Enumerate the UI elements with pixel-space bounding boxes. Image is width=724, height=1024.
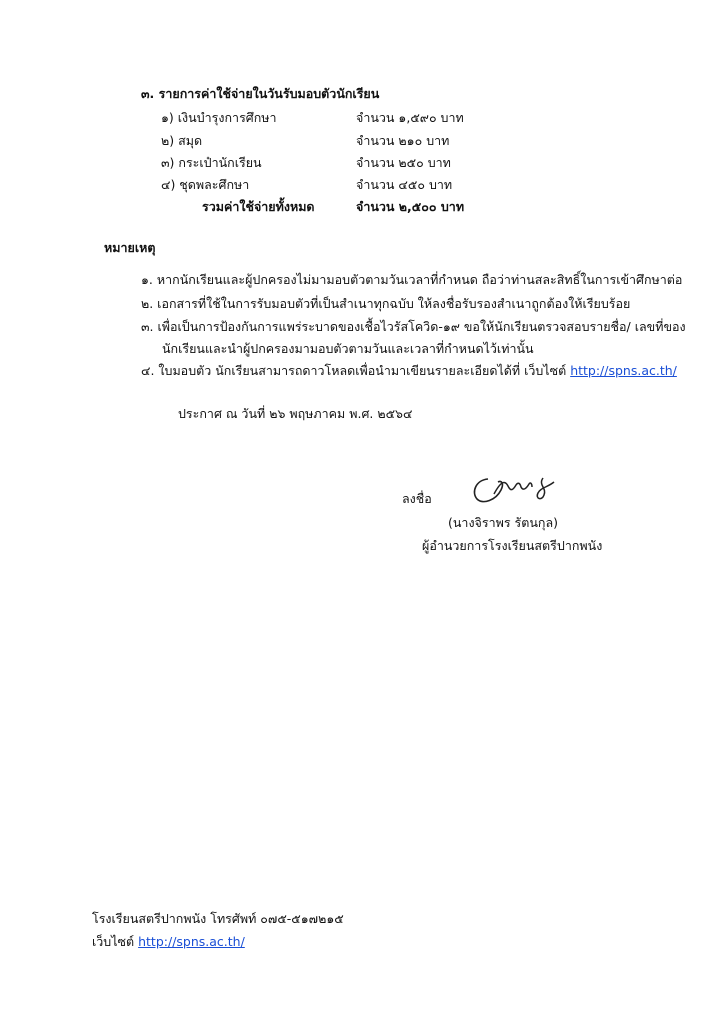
signer-name: (นางจิราพร รัตนกุล) xyxy=(448,515,559,530)
total-label: รวมค่าใช้จ่ายทั้งหมด xyxy=(202,199,315,214)
expense-label: ๑) เงินบำรุงการศึกษา xyxy=(161,110,277,125)
note-item: ๓. เพื่อเป็นการป้องกันการแพร่ระบาดของเชื้อไวรัสโควิด-๑๙ ขอให้นักเรียนตรวจสอบรายชื่อ/ เลขที่ของ xyxy=(141,319,686,334)
note-text: ๔. ใบมอบตัว นักเรียนสามารถดาวโหลดเพื่อนำมาเขียนรายละเอียดได้ที่ เว็บไซต์ xyxy=(141,363,567,378)
note-item xyxy=(141,361,677,381)
expense-label: ๓) กระเป๋านักเรียน xyxy=(161,155,262,170)
footer-website xyxy=(92,932,245,952)
note-item: ๑. หากนักเรียนและผู้ปกครองไม่มามอบตัวตามวันเวลาที่กำหนด ถือว่าท่านสละสิทธิ์ในการเข้าศึกษาต่อ xyxy=(141,272,683,287)
expense-label: ๔) ชุดพละศึกษา xyxy=(161,177,250,192)
expense-amount: จำนวน ๒๕๐ บาท xyxy=(356,155,451,170)
note-item: ๒. เอกสารที่ใช้ในการรับมอบตัวที่เป็นสำเนาทุกฉบับ ให้ลงชื่อรับรองสำเนาถูกต้องให้เรียบร้อย xyxy=(141,296,631,311)
website-link[interactable]: http://spns.ac.th/ xyxy=(138,934,245,949)
school-phone: โรงเรียนสตรีปากพนัง โทรศัพท์ ๐๗๕-๕๑๗๒๑๕ xyxy=(92,911,344,926)
website-label: เว็บไซต์ xyxy=(92,934,135,949)
website-link[interactable]: http://spns.ac.th/ xyxy=(570,363,677,378)
expense-amount: จำนวน ๑,๕๙๐ บาท xyxy=(356,110,464,125)
section-heading: ๓. รายการค่าใช้จ่ายในวันรับมอบตัวนักเรียน xyxy=(141,86,380,101)
note-item-continuation: นักเรียนและนำผู้ปกครองมามอบตัวตามวันและเวลาที่กำหนดไว้เท่านั้น xyxy=(162,341,534,356)
notes-heading: หมายเหตุ xyxy=(104,240,156,255)
signer-title: ผู้อำนวยการโรงเรียนสตรีปากพนัง xyxy=(422,538,603,553)
total-amount: จำนวน ๒,๕๐๐ บาท xyxy=(356,199,465,214)
expense-amount: จำนวน ๔๕๐ บาท xyxy=(356,177,453,192)
expense-amount: จำนวน ๒๑๐ บาท xyxy=(356,133,450,148)
signature-image xyxy=(468,470,568,506)
expense-label: ๒) สมุด xyxy=(161,133,203,148)
announcement-date: ประกาศ ณ วันที่ ๒๖ พฤษภาคม พ.ศ. ๒๕๖๔ xyxy=(178,406,413,421)
sign-label: ลงชื่อ xyxy=(402,491,432,506)
